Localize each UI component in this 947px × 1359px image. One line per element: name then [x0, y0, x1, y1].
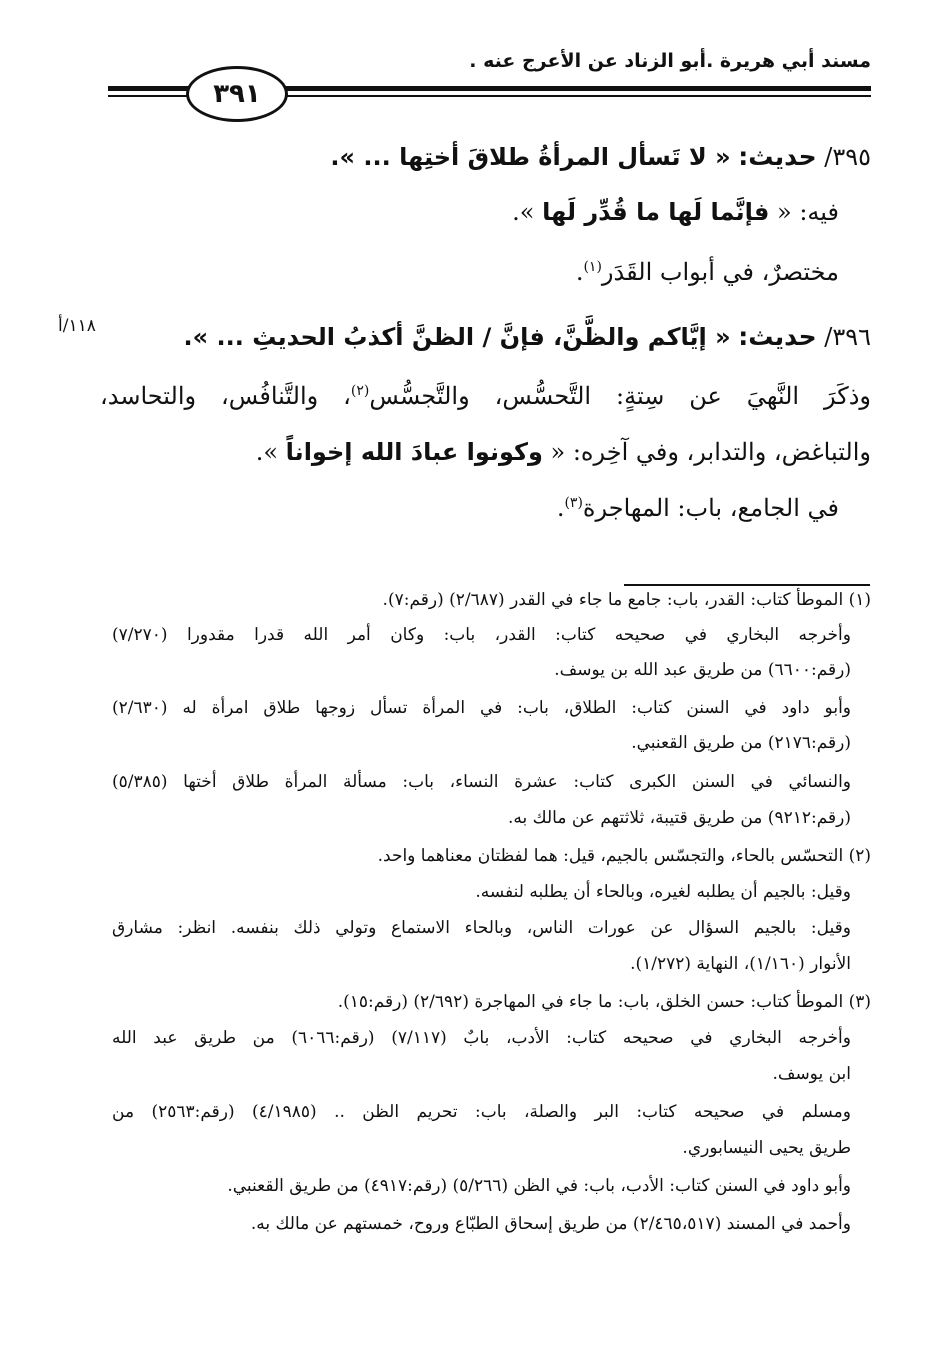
dhikr-text-b: ، والتَّنافُس، والتحاسد،: [100, 382, 351, 410]
dhikr-line-2: [256, 434, 871, 470]
hadith-keyword: حديث:: [738, 142, 817, 171]
hadith-text: « لا تَسأل المرأةُ طلاقَ أختِها ... ».: [330, 143, 731, 171]
hadith-keyword: حديث:: [738, 322, 817, 351]
running-title: مسند أبي هريرة .أبو الزناد عن الأعرج عنه .: [469, 50, 871, 72]
margin-folio-note: ١١٨/أ: [58, 316, 96, 336]
mukhtasar-line: [576, 254, 839, 290]
footnote-ref-1: (١): [583, 259, 602, 275]
footnote-line: وأخرجه البخاري في صحيحه كتاب: القدر، باب: وكان أمر الله قدرا مقدورا (٧/٢٧٠): [112, 625, 851, 645]
dhikr2-quote: وكونوا عبادَ الله إخواناً: [285, 438, 543, 466]
footnote-line: (٣) الموطأ كتاب: حسن الخلق، باب: ما جاء في المهاجرة (٢/٦٩٢) (رقم:١٥).: [337, 992, 871, 1012]
footnote-line: والنسائي في السنن الكبرى كتاب: عشرة النساء، باب: مسألة المرأة طلاق أختها (٥/٣٨٥): [112, 772, 851, 792]
mukhtasar-end: .: [575, 258, 584, 286]
hadith-number: ٣٩٦/: [824, 323, 871, 351]
footnote-line: طريق يحيى النيسابوري.: [682, 1138, 851, 1158]
page-number: ٣٩١: [186, 66, 288, 122]
fihi-quote: فإنَّما لَها ما قُدِّر لَها: [542, 198, 770, 226]
footnote-line: وأبو داود في السنن كتاب: الطلاق، باب: في المرأة تسأل زوجها طلاق امرأة له (٢/٦٣٠): [112, 698, 851, 718]
footnote-ref-3: (٣): [564, 495, 583, 511]
dhikr2-text-a: والتباغض، والتدابر، وفي آخِره: «: [550, 438, 871, 466]
footnote-line: وقيل: بالجيم السؤال عن عورات الناس، وبالحاء الاستماع وتولي ذلك بنفسه. انظر: مشارق: [112, 918, 851, 938]
hadith-395: [330, 138, 871, 176]
jami-end: .: [556, 494, 565, 522]
footnote-line: ابن يوسف.: [772, 1064, 851, 1084]
jami-line: [557, 490, 839, 526]
footnote-line: وأخرجه البخاري في صحيحه كتاب: الأدب، بابٌ (٧/١١٧) (رقم:٦٠٦٦) من طريق عبد الله: [112, 1028, 851, 1048]
mukhtasar-text: مختصرٌ، في أبواب القَدَر: [601, 258, 839, 286]
hadith-text: « إيَّاكم والظَّنَّ، فإنَّ / الظنَّ أكذبُ الحديثِ ... ».: [183, 323, 731, 351]
dhikr2-text-b: ».: [255, 438, 279, 466]
footnote-line: وأحمد في المسند (٢/٤٦٥،٥١٧) من طريق إسحاق الطبّاع وروح، خمستهم عن مالك به.: [250, 1214, 851, 1234]
footnote-line: (رقم:٩٢١٢) من طريق قتيبة، ثلاثتهم عن مالك به.: [507, 808, 851, 828]
footnote-ref-2: (٢): [350, 383, 370, 399]
fihi-prefix: فيه: «: [777, 198, 839, 226]
jami-text: في الجامع، باب: المهاجرة: [582, 494, 839, 522]
dhikr-text-a: وذكَرَ النَّهيَ عن سِتةٍ: التَّحسُّس، والتَّجسُّس: [369, 382, 871, 410]
footnote-line: وقيل: بالجيم أن يطلبه لغيره، وبالحاء أن يطلبه لنفسه.: [475, 882, 851, 902]
footnote-separator: [624, 584, 870, 586]
footnote-line: (٢) التحسّس بالحاء، والتجسّس بالجيم، قيل: هما لفظتان معناهما واحد.: [377, 846, 871, 866]
footnote-line: (١) الموطأ كتاب: القدر، باب: جامع ما جاء في القدر (٢/٦٨٧) (رقم:٧).: [382, 590, 871, 610]
footnote-line: وأبو داود في السنن كتاب: الأدب، باب: في الظن (٥/٢٦٦) (رقم:٤٩١٧) من طريق القعنبي.: [227, 1176, 851, 1196]
hadith-number: ٣٩٥/: [824, 143, 871, 171]
footnote-line: ومسلم في صحيحه كتاب: البر والصلة، باب: تحريم الظن .. (٤/١٩٨٥) (رقم:٢٥٦٣) من: [112, 1102, 851, 1122]
footnote-line: (رقم:٢١٧٦) من طريق القعنبي.: [631, 733, 851, 753]
footnote-line: الأنوار (١/١٦٠)، النهاية (١/٢٧٢).: [630, 954, 851, 974]
fihi-suffix: ».: [512, 198, 535, 226]
dhikr-line-1: [100, 378, 871, 414]
hadith-396: [184, 318, 871, 356]
footnote-line: (رقم:٦٦٠٠) من طريق عبد الله بن يوسف.: [554, 660, 851, 680]
fihi-line: [512, 194, 839, 230]
